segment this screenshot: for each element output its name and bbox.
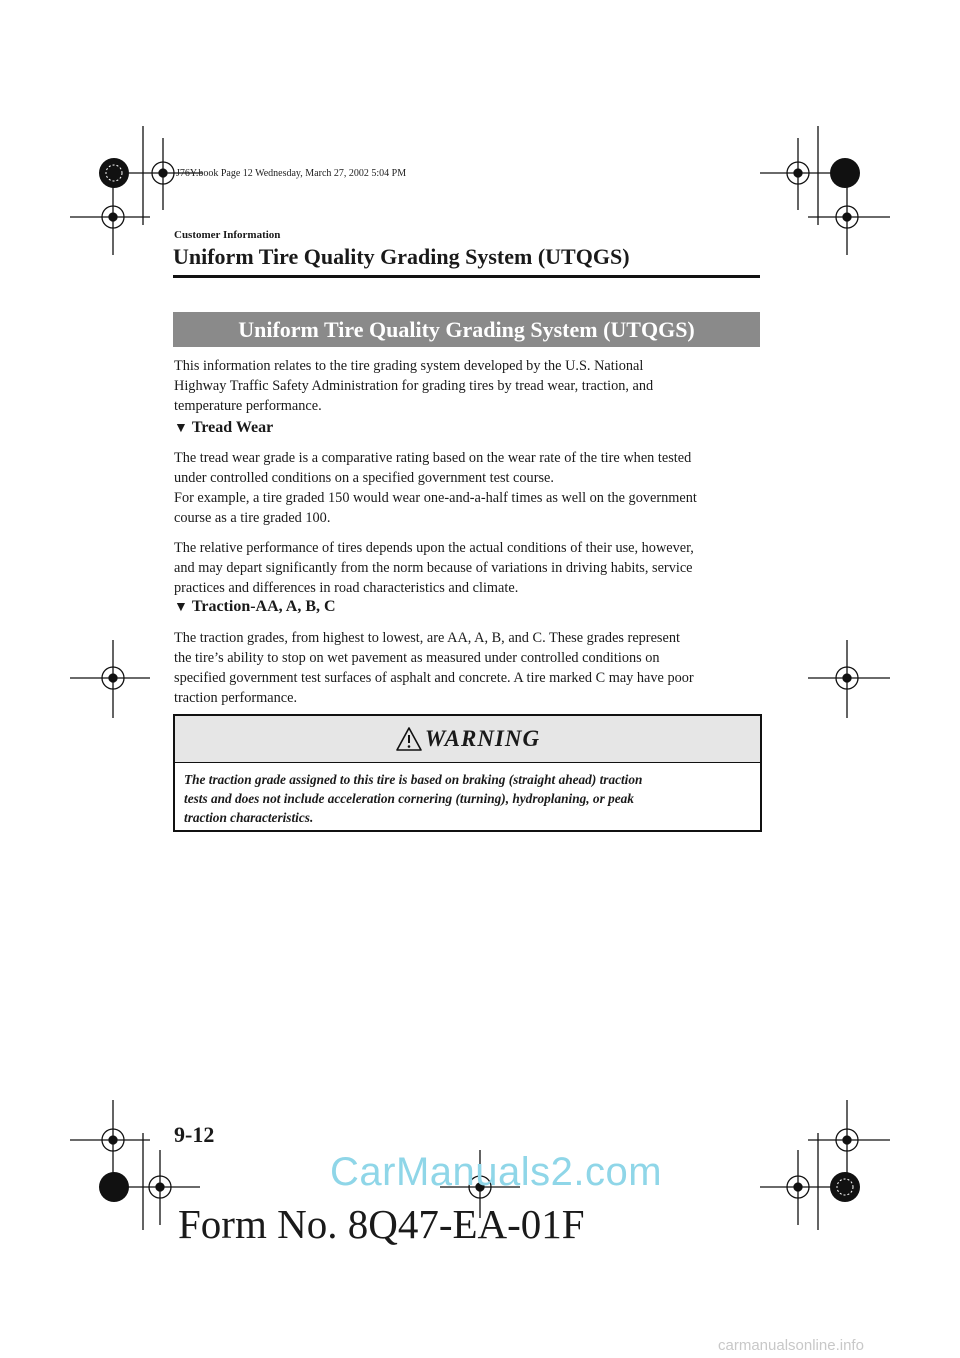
text-line: tests and does not include acceleration cornering (turning), hydroplaning, or peak bbox=[184, 791, 634, 806]
intro-paragraph bbox=[174, 356, 760, 416]
tread-wear-heading bbox=[174, 419, 273, 437]
section-label: Customer Information bbox=[174, 229, 281, 241]
text-line: traction characteristics. bbox=[184, 810, 314, 825]
warning-title: WARNING bbox=[424, 726, 541, 751]
book-info: J76Y.book Page 12 Wednesday, March 27, 2002 5:04 PM bbox=[176, 168, 407, 179]
traction-heading bbox=[174, 598, 336, 616]
registration-disc-bottom-right bbox=[830, 1172, 860, 1202]
text-line: The relative performance of tires depends upon the actual conditions of their use, however, bbox=[174, 540, 694, 556]
registration-disc-top-right bbox=[830, 158, 860, 188]
triangle-bullet-icon: ▼ bbox=[174, 600, 188, 615]
triangle-bullet-icon: ▼ bbox=[174, 421, 188, 436]
crosshair-right-bottom bbox=[808, 1100, 890, 1178]
warning-text bbox=[175, 763, 760, 834]
footer-url[interactable]: carmanualsonline.info bbox=[718, 1337, 864, 1354]
text-line: temperature performance. bbox=[174, 398, 322, 414]
text-line: traction performance. bbox=[174, 690, 298, 706]
heading-text: Traction-AA, A, B, C bbox=[191, 598, 336, 615]
registration-disc-bottom-left bbox=[99, 1172, 129, 1202]
text-line: The tread wear grade is a comparative rating based on the wear rate of the tire when tested bbox=[174, 450, 692, 466]
tread-wear-paragraph bbox=[174, 448, 760, 528]
crosshair-right-top bbox=[808, 180, 890, 255]
registration-disc-top-left bbox=[99, 158, 129, 188]
warning-box bbox=[173, 714, 762, 832]
page-title: Uniform Tire Quality Grading System (UTQGS) bbox=[173, 244, 630, 269]
text-line: specified government test surfaces of asphalt and concrete. A tire marked C may have poor bbox=[174, 670, 694, 686]
text-line: course as a tire graded 100. bbox=[174, 510, 331, 526]
text-line: The traction grade assigned to this tire is based on braking (straight ahead) traction bbox=[184, 772, 643, 787]
title-rule bbox=[173, 275, 760, 278]
text-line: Highway Traffic Safety Administration for grading tires by tread wear, traction, and bbox=[174, 378, 654, 394]
warning-triangle-icon bbox=[395, 726, 423, 752]
page-number: 9-12 bbox=[174, 1122, 215, 1147]
text-line: practices and differences in road characteristics and climate. bbox=[174, 580, 519, 596]
text-line: the tire’s ability to stop on wet pavement as measured under controlled conditions on bbox=[174, 650, 660, 666]
text-line: under controlled conditions on a specified government test course. bbox=[174, 470, 554, 486]
watermark-logo: CarManuals2.com bbox=[330, 1150, 663, 1194]
form-number: Form No. 8Q47-EA-01F bbox=[178, 1201, 585, 1247]
crosshair-left-top bbox=[70, 180, 150, 255]
section-banner: Uniform Tire Quality Grading System (UTQGS) bbox=[173, 312, 760, 347]
heading-text: Tread Wear bbox=[191, 419, 274, 436]
crosshair-left-mid bbox=[70, 640, 150, 718]
text-line: The traction grades, from highest to lowest, are AA, A, B, and C. These grades represent bbox=[174, 630, 680, 646]
warning-header bbox=[175, 716, 760, 763]
traction-paragraph bbox=[174, 628, 760, 708]
crosshair-left-bottom bbox=[70, 1100, 150, 1178]
crosshair-bottom-right bbox=[760, 1150, 838, 1225]
relative-performance-paragraph bbox=[174, 538, 760, 598]
text-line: For example, a tire graded 150 would wear one-and-a-half times as well on the government bbox=[174, 490, 697, 506]
text-line: and may depart significantly from the norm because of variations in driving habits, service bbox=[174, 560, 693, 576]
crosshair-top-right bbox=[760, 138, 834, 210]
crosshair-right-mid bbox=[808, 640, 890, 718]
text-line: This information relates to the tire grading system developed by the U.S. National bbox=[174, 358, 644, 374]
